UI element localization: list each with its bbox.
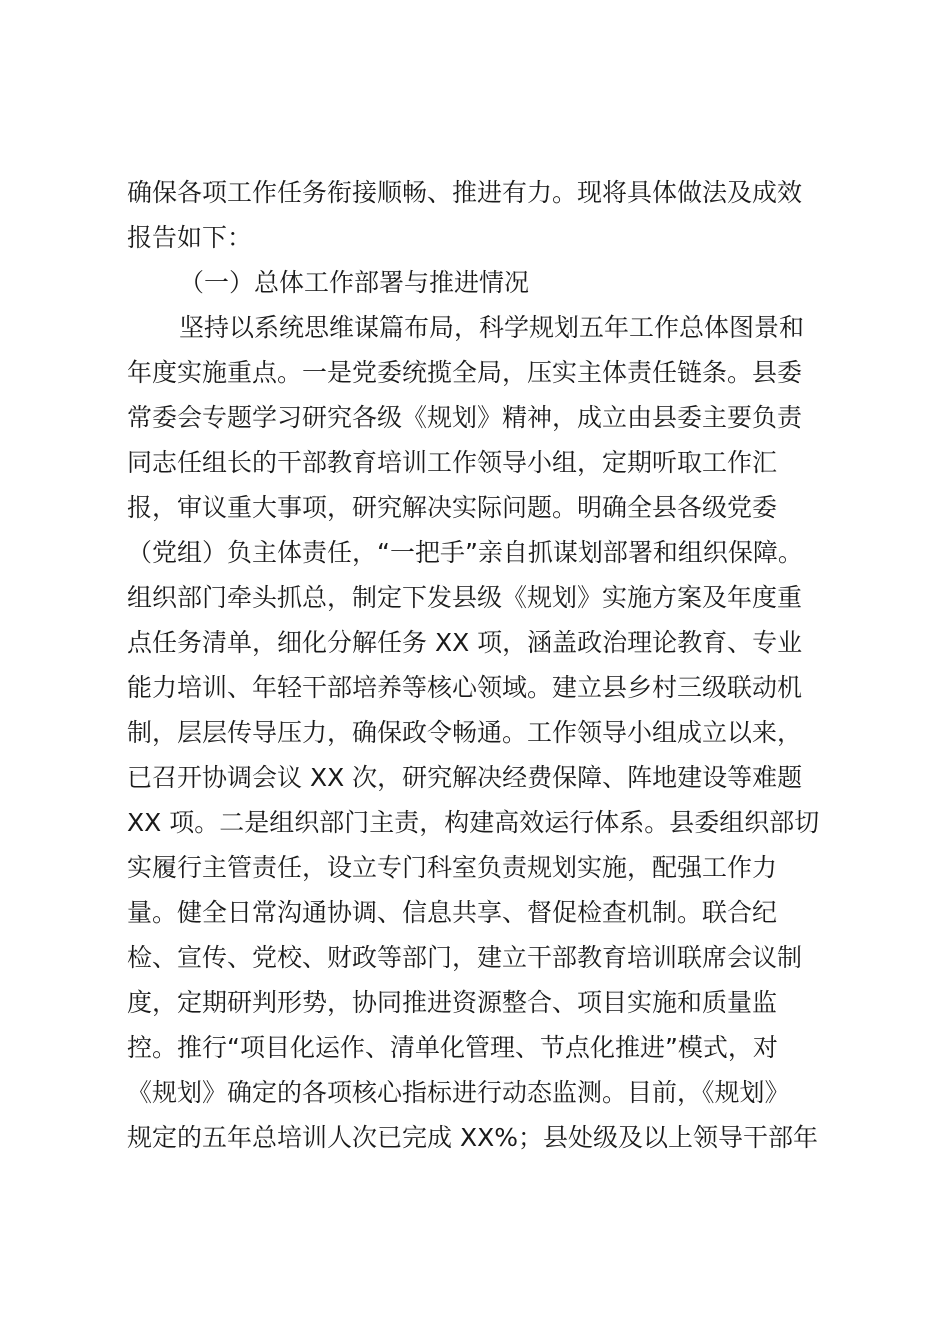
document-body <box>127 170 847 1160</box>
body-line: 组织部门牵头抓总，制定下发县级《规划》实施方案及年度重 <box>127 583 803 612</box>
body-line: （党组）负主体责任，“一把手”亲自抓谋划部署和组织保障。 <box>127 538 803 567</box>
body-line: 点任务清单，细化分解任务 XX 项，涵盖政治理论教育、专业 <box>127 628 803 657</box>
body-line: 规定的五年总培训人次已完成 XX%；县处级及以上领导干部年 <box>127 1123 818 1152</box>
body-line: 《规划》确定的各项核心指标进行动态监测。目前，《规划》 <box>127 1078 790 1107</box>
body-line: 报告如下： <box>127 223 253 252</box>
body-line: 制，层层传导压力，确保政令畅通。工作领导小组成立以来， <box>127 718 803 747</box>
paragraph-first-line: 坚持以系统思维谋篇布局，科学规划五年工作总体图景和 <box>179 313 805 342</box>
body-line: 同志任组长的干部教育培训工作领导小组，定期听取工作汇 <box>127 448 778 477</box>
body-line: 度，定期研判形势，协同推进资源整合、项目实施和质量监 <box>127 988 778 1017</box>
body-line: XX 项。二是组织部门主责，构建高效运行体系。县委组织部切 <box>127 808 820 837</box>
body-line: 能力培训、年轻干部培养等核心领域。建立县乡村三级联动机 <box>127 673 803 702</box>
body-line: 报，审议重大事项，研究解决实际问题。明确全县各级党委 <box>127 493 778 522</box>
body-line: 实履行主管责任，设立专门科室负责规划实施，配强工作力 <box>127 853 778 882</box>
section-heading: （一）总体工作部署与推进情况 <box>179 268 530 297</box>
body-line: 常委会专题学习研究各级《规划》精神，成立由县委主要负责 <box>127 403 803 432</box>
body-line: 量。健全日常沟通协调、信息共享、督促检查机制。联合纪 <box>127 898 778 927</box>
body-line: 控。推行“项目化运作、清单化管理、节点化推进”模式，对 <box>127 1033 778 1062</box>
body-line: 检、宣传、党校、财政等部门，建立干部教育培训联席会议制 <box>127 943 803 972</box>
body-line: 已召开协调会议 XX 次，研究解决经费保障、阵地建设等难题 <box>127 763 803 792</box>
body-line: 确保各项工作任务衔接顺畅、推进有力。现将具体做法及成效 <box>127 178 803 207</box>
body-line: 年度实施重点。一是党委统揽全局，压实主体责任链条。县委 <box>127 358 803 387</box>
